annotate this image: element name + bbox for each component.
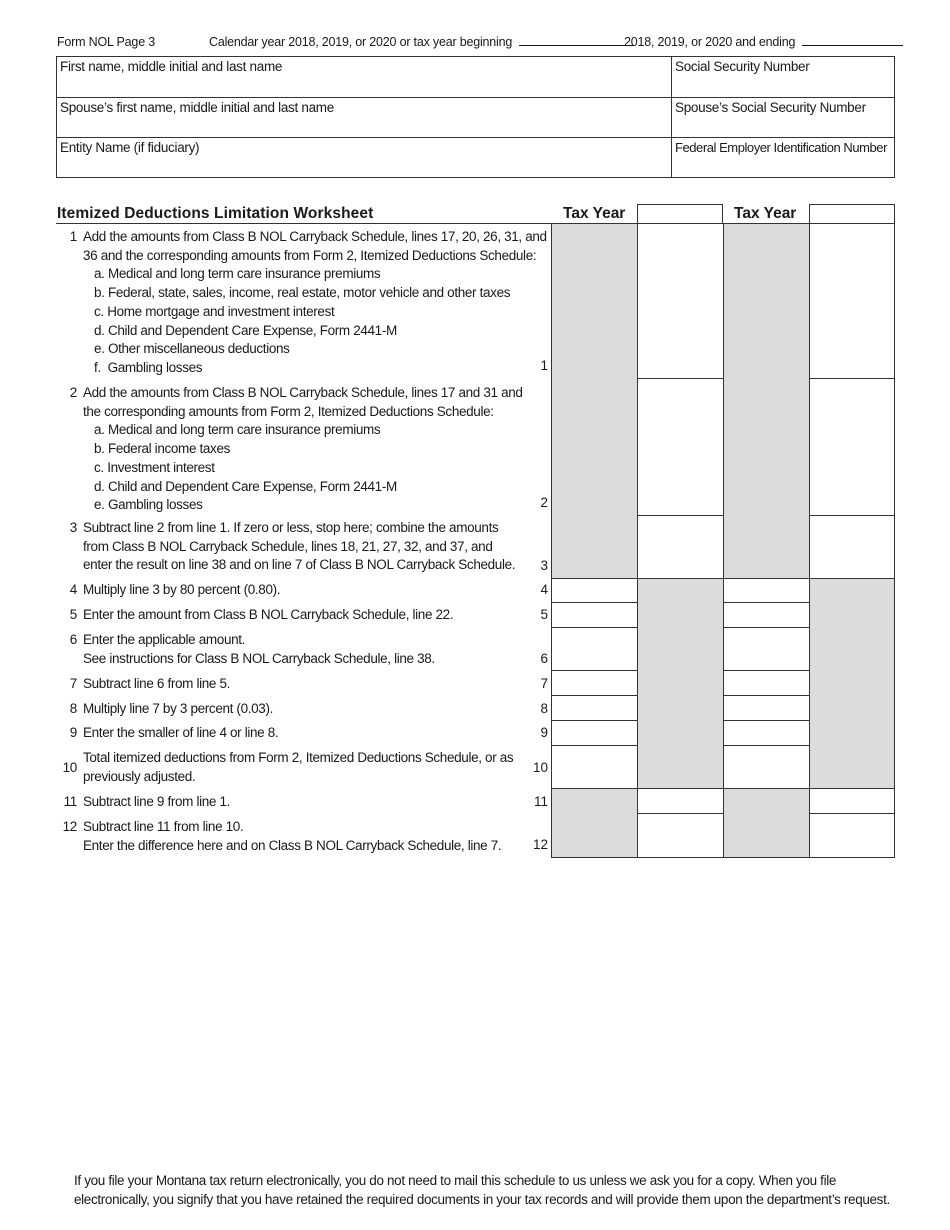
fein-field[interactable] <box>671 138 894 177</box>
line-text: from Class B NOL Carryback Schedule, lines 18, 21, 27, 32, and 37, and <box>83 538 493 554</box>
spouse-ssn-field[interactable] <box>671 98 894 137</box>
ssn-label: Social Security Number <box>675 59 810 74</box>
line-text: Enter the smaller of line 4 or line 8. <box>83 725 279 740</box>
line-subitem: d. Child and Dependent Care Expense, Form 2441-M <box>94 322 397 338</box>
line-ref-number: 12 <box>532 837 548 852</box>
line-subitem: a. Medical and long term care insurance premiums <box>94 266 381 282</box>
line-ref-number: 8 <box>540 701 548 716</box>
line-text: Subtract line 6 from line 5. <box>83 676 231 691</box>
shaded-cell <box>723 224 809 578</box>
name-label: First name, middle initial and last name <box>60 59 283 74</box>
line-5-description <box>83 606 453 625</box>
line-8-amount-col-2[interactable] <box>724 696 809 720</box>
line-subitem: c. Home mortgage and investment interest <box>94 303 335 319</box>
line-12-amount-col-1[interactable] <box>638 814 723 857</box>
line-9-amount-col-1[interactable] <box>552 721 637 745</box>
tax-period-end <box>624 35 903 49</box>
line-3-amount-col-2[interactable] <box>810 516 895 578</box>
line-number: 3 <box>69 520 77 535</box>
line-9-description <box>83 724 278 743</box>
grid-line <box>723 720 809 721</box>
line-ref-number: 1 <box>540 358 548 373</box>
fein-label: Federal Employer Identification Number <box>675 140 887 155</box>
line-8-description <box>83 700 273 719</box>
line-2-amount-col-1[interactable] <box>638 379 723 515</box>
line-number: 8 <box>69 701 77 716</box>
line-subitem: d. Child and Dependent Care Expense, Form 2441-M <box>94 478 397 494</box>
identity-row <box>57 57 894 97</box>
grid-line <box>723 745 809 746</box>
line-text: Enter the applicable amount. <box>83 632 246 647</box>
grid-line <box>637 224 638 857</box>
form-page-label: Form NOL Page 3 <box>57 35 155 49</box>
line-11-description <box>83 793 230 812</box>
grid-line <box>551 224 552 857</box>
line-7-amount-col-2[interactable] <box>724 671 809 695</box>
tax-year-header-2: Tax Year <box>734 205 797 222</box>
line-4-amount-col-2[interactable] <box>724 579 809 602</box>
grid-line <box>637 378 723 379</box>
line-4-amount-col-1[interactable] <box>552 579 637 602</box>
line-text: Subtract line 2 from line 1. If zero or less, stop here; combine the amounts <box>83 520 499 535</box>
line-number: 4 <box>69 582 77 597</box>
worksheet-title: Itemized Deductions Limitation Worksheet <box>57 205 374 222</box>
tax-year-header-1: Tax Year <box>563 205 626 222</box>
line-subitem: f. Gambling losses <box>94 359 203 375</box>
line-12-description <box>83 818 501 855</box>
tax-period-begin-label: Calendar year 2018, 2019, or 2020 or tax year beginning <box>209 35 513 49</box>
line-3-description <box>83 519 515 575</box>
line-ref-number: 9 <box>540 725 548 740</box>
line-10-amount-col-2[interactable] <box>724 746 809 788</box>
grid-line <box>551 627 637 628</box>
line-text: Multiply line 3 by 80 percent (0.80). <box>83 582 281 597</box>
shaded-cell <box>551 789 637 857</box>
line-number: 6 <box>69 632 77 647</box>
electronic-filing-notice <box>74 1172 894 1209</box>
line-subitem: c. Investment interest <box>94 459 215 475</box>
line-2-amount-col-2[interactable] <box>810 379 895 515</box>
line-ref-number: 4 <box>540 582 548 597</box>
line-2-description <box>83 384 523 515</box>
line-text: Add the amounts from Class B NOL Carryback Schedule, lines 17, 20, 26, 31, and <box>83 229 547 244</box>
identity-row <box>57 137 894 177</box>
tax-period-begin <box>209 35 634 49</box>
line-text: Multiply line 7 by 3 percent (0.03). <box>83 701 273 716</box>
grid-line <box>551 720 637 721</box>
grid-line <box>809 224 810 857</box>
line-text: enter the result on line 38 and on line 7 of Class B NOL Carryback Schedule. <box>83 557 516 573</box>
spouse-name-field[interactable] <box>57 98 671 137</box>
grid-line <box>551 857 895 858</box>
grid-line <box>723 695 809 696</box>
grid-line <box>809 378 895 379</box>
tax-year-begin-field[interactable] <box>519 35 634 46</box>
line-12-amount-col-2[interactable] <box>810 814 895 857</box>
line-4-description <box>83 581 280 600</box>
line-subitem: b. Federal, state, sales, income, real estate, motor vehicle and other taxes <box>94 285 511 301</box>
line-text: Enter the difference here and on Class B NOL Carryback Schedule, line 7. <box>83 837 502 853</box>
line-11-amount-col-2[interactable] <box>810 790 895 813</box>
line-number: 12 <box>62 819 77 834</box>
line-text: Subtract line 11 from line 10. <box>83 819 244 834</box>
line-text: Total itemized deductions from Form 2, Itemized Deductions Schedule, or as <box>83 750 514 765</box>
line-number: 7 <box>69 676 77 691</box>
grid-line <box>551 602 637 603</box>
grid-line <box>551 670 637 671</box>
line-ref-number: 6 <box>540 651 548 666</box>
ssn-field[interactable] <box>671 57 894 97</box>
name-field[interactable] <box>57 57 671 97</box>
grid-line <box>551 695 637 696</box>
line-6-amount-col-1[interactable] <box>552 628 637 670</box>
line-subitem: a. Medical and long term care insurance premiums <box>94 422 381 438</box>
line-1-amount-col-1[interactable] <box>638 224 723 378</box>
grid-line <box>637 813 723 814</box>
line-ref-number: 2 <box>540 495 548 510</box>
tax-year-end-field[interactable] <box>802 35 903 46</box>
line-subitem: e. Other miscellaneous deductions <box>94 341 290 357</box>
grid-line <box>809 515 895 516</box>
line-6-description <box>83 631 435 668</box>
spouse-ssn-label: Spouse’s Social Security Number <box>675 100 866 115</box>
line-5-amount-col-2[interactable] <box>724 603 809 627</box>
line-1-description <box>83 228 547 378</box>
line-text: See instructions for Class B NOL Carryback Schedule, line 38. <box>83 650 435 666</box>
line-text: Subtract line 9 from line 1. <box>83 794 231 809</box>
grid-line <box>637 515 723 516</box>
footer-line: electronically, you signify that you have retained the required documents in your tax records and will provide them upon the department’s request. <box>74 1191 890 1207</box>
grid-line <box>809 813 895 814</box>
line-number: 9 <box>69 725 77 740</box>
line-text: previously adjusted. <box>83 768 196 784</box>
line-number: 2 <box>69 385 77 400</box>
identity-row <box>57 97 894 137</box>
grid-line <box>723 670 809 671</box>
line-3-amount-col-1[interactable] <box>638 516 723 578</box>
line-8-amount-col-1[interactable] <box>552 696 637 720</box>
footer-line: If you file your Montana tax return electronically, you do not need to mail this schedule to us unless we ask you for a copy. When you file <box>74 1173 837 1188</box>
line-number: 11 <box>63 794 77 809</box>
line-6-amount-col-2[interactable] <box>724 628 809 670</box>
line-10-description <box>83 749 513 786</box>
grid-line <box>723 224 724 857</box>
grid-line <box>723 602 809 603</box>
line-ref-number: 10 <box>532 760 548 775</box>
line-text: Add the amounts from Class B NOL Carryback Schedule, lines 17 and 31 and <box>83 385 523 400</box>
line-9-amount-col-2[interactable] <box>724 721 809 745</box>
line-ref-number: 7 <box>540 676 548 691</box>
shaded-cell <box>723 789 809 857</box>
grid-line <box>894 224 895 857</box>
tax-period-end-label: 2018, 2019, or 2020 and ending <box>624 35 796 49</box>
line-number: 10 <box>62 760 77 775</box>
shaded-cell <box>809 578 895 789</box>
line-1-amount-col-2[interactable] <box>810 224 895 378</box>
line-ref-number: 3 <box>540 558 548 573</box>
spouse-name-label: Spouse’s first name, middle initial and last name <box>60 100 334 115</box>
grid-line <box>723 627 809 628</box>
line-subitem: b. Federal income taxes <box>94 441 231 457</box>
line-text: the corresponding amounts from Form 2, Itemized Deductions Schedule: <box>83 403 494 419</box>
line-10-amount-col-1[interactable] <box>552 746 637 788</box>
tax-year-input-2[interactable] <box>809 204 895 224</box>
tax-year-input-1[interactable] <box>637 204 723 224</box>
line-number: 5 <box>69 607 77 622</box>
line-ref-number: 11 <box>533 794 548 809</box>
line-11-amount-col-1[interactable] <box>638 790 723 813</box>
grid-line <box>551 745 637 746</box>
grid-line <box>551 788 895 789</box>
line-text: Enter the amount from Class B NOL Carryback Schedule, line 22. <box>83 607 454 622</box>
shaded-cell <box>551 224 637 578</box>
line-subitem: e. Gambling losses <box>94 497 203 513</box>
line-ref-number: 5 <box>540 607 548 622</box>
shaded-cell <box>637 578 723 789</box>
line-5-amount-col-1[interactable] <box>552 603 637 627</box>
entity-name-field[interactable] <box>57 138 671 177</box>
line-7-description <box>83 675 230 694</box>
grid-line <box>551 578 895 579</box>
line-7-amount-col-1[interactable] <box>552 671 637 695</box>
line-text: 36 and the corresponding amounts from Form 2, Itemized Deductions Schedule: <box>83 247 537 263</box>
entity-name-label: Entity Name (if fiduciary) <box>60 140 200 155</box>
line-number: 1 <box>69 229 77 244</box>
taxpayer-identity-table <box>56 56 895 178</box>
